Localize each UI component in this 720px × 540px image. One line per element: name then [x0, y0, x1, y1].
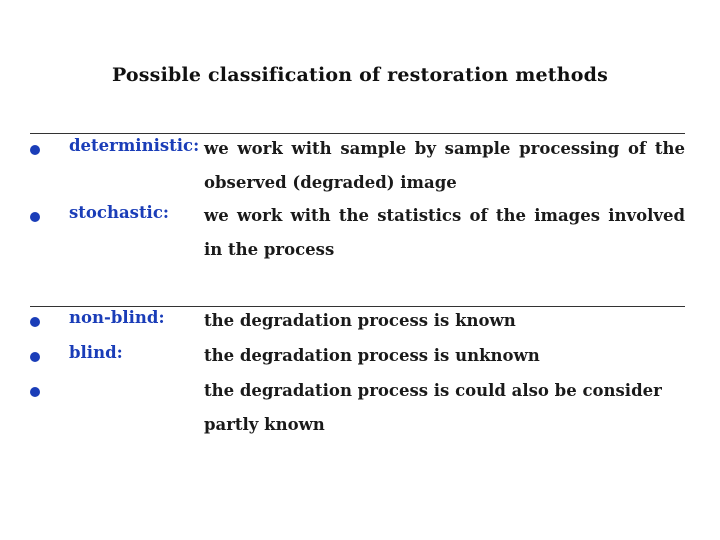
term-label: non-blind: [69, 308, 165, 327]
term-label: deterministic: [69, 136, 200, 155]
term-label: blind: [69, 343, 123, 362]
term-description: we work with sample by sample processing of the observed (degraded) image [204, 139, 685, 192]
bullet-icon [30, 387, 40, 397]
bullet-icon [30, 212, 40, 222]
term-description: we work with the statistics of the images involved in the process [204, 206, 685, 259]
term-description: the degradation process is known [204, 311, 516, 330]
term-label: stochastic: [69, 203, 169, 222]
bullet-icon [30, 145, 40, 155]
bullet-icon [30, 352, 40, 362]
slide-title: Possible classification of restoration methods [111, 64, 609, 86]
term-description: the degradation process is could also be consider partly known [204, 381, 662, 434]
bullet-icon [30, 317, 40, 327]
term-description: the degradation process is unknown [204, 346, 540, 365]
